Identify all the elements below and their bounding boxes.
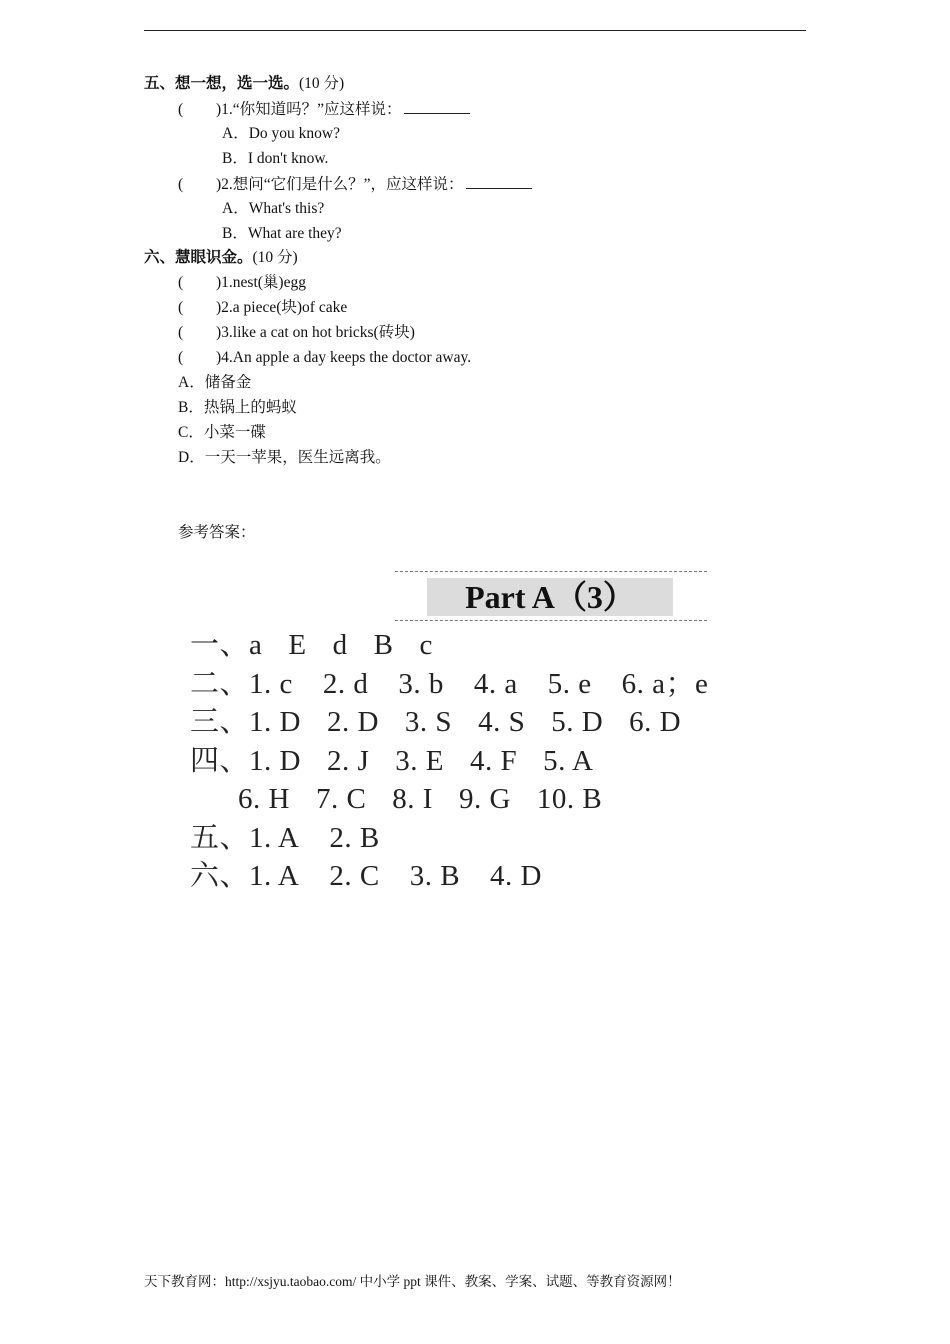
- answer-paren: (: [178, 324, 184, 341]
- answer-key-row-lead: 三、: [190, 706, 250, 738]
- answer-blank: [466, 174, 532, 189]
- answer-key-item: 5. A: [543, 745, 594, 777]
- item-text: )1.nest(巢)egg: [216, 274, 306, 291]
- item-6-4: [178, 348, 471, 368]
- answer-key-row-lead: 六、: [190, 860, 250, 892]
- answer-key-item: 3. b: [398, 668, 444, 700]
- answer-key-row: [190, 744, 593, 778]
- answer-key-row: [190, 859, 542, 893]
- answer-paren: (: [178, 299, 184, 316]
- answer-key-row: [190, 821, 380, 855]
- answer-key-item: 7. C: [315, 783, 367, 815]
- answer-key-item: 8. I: [392, 783, 433, 815]
- reference-answers-label: 参考答案：: [178, 524, 256, 541]
- question-text: )1.“你知道吗？”应这样说：: [216, 101, 402, 118]
- header-rule: [144, 30, 806, 31]
- answer-blank: [404, 99, 470, 114]
- answer-key-item: 6. a；e: [621, 668, 709, 700]
- answer-key-item: 1. D: [249, 745, 301, 777]
- answer-key-item: 4. D: [490, 860, 542, 892]
- question-text: )2.想问“它们是什么？”，应这样说：: [216, 176, 464, 193]
- answer-key-item: 3. E: [395, 745, 444, 777]
- section-5-heading: [144, 74, 344, 94]
- answer-paren: (: [178, 274, 184, 291]
- answer-key-item: 1. c: [249, 668, 293, 700]
- section-6-heading: [144, 248, 298, 268]
- answer-key-item: d: [332, 629, 348, 661]
- answer-key-item: 4. S: [478, 706, 526, 738]
- answer-paren: (: [178, 176, 184, 193]
- answer-key-title: Part A（3）: [427, 578, 673, 616]
- answer-key-item: 10. B: [536, 783, 603, 815]
- item-text: )3.like a cat on hot bricks(砖块): [216, 324, 415, 341]
- answer-key-item: 5. e: [547, 668, 592, 700]
- item-text: )2.a piece(块)of cake: [216, 299, 348, 316]
- option-5-1-b: B．I don't know.: [222, 150, 329, 167]
- page-footer: 天下教育网：http://xsjyu.taobao.com/ 中小学 ppt 课件、教案、学案、试题、等教育资源网！: [144, 1274, 681, 1289]
- answer-key-item: 2. d: [322, 668, 369, 700]
- answer-key-item: 2. C: [329, 860, 380, 892]
- match-option-d: D．一天一苹果，医生远离我。: [178, 449, 391, 466]
- answer-key-item: 3. B: [409, 860, 461, 892]
- answer-key-item: 6. D: [629, 706, 682, 738]
- answer-key-item: 4. F: [469, 745, 518, 777]
- answer-paren: (: [178, 101, 184, 118]
- answer-key-item: B: [373, 629, 394, 661]
- answer-key-row-lead: 四、: [190, 745, 250, 777]
- section-6-title: 六、慧眼识金。: [144, 249, 253, 266]
- match-option-c: C．小菜一碟: [178, 424, 266, 441]
- answer-key-item: E: [288, 629, 307, 661]
- match-option-b: B．热锅上的蚂蚁: [178, 399, 297, 416]
- option-5-2-a: A．What's this?: [222, 200, 325, 217]
- answer-key-row-lead: 一、: [190, 629, 250, 661]
- option-5-1-a: A．Do you know?: [222, 125, 340, 142]
- question-5-2: [178, 174, 532, 195]
- answer-key-item: 3. S: [404, 706, 453, 738]
- answer-key-row: [190, 628, 433, 662]
- section-5-points: (10 分): [299, 75, 345, 92]
- answer-key-row-lead: 五、: [190, 822, 250, 854]
- item-6-3: [178, 323, 415, 343]
- section-6-points: (10 分): [252, 249, 298, 266]
- answer-paren: (: [178, 349, 184, 366]
- answer-key-row: [190, 705, 681, 739]
- section-5-title: 五、想一想，选一选。: [144, 75, 300, 92]
- answer-key-item: c: [419, 629, 433, 661]
- answer-key-item: 6. H: [238, 783, 290, 815]
- answer-key-row: [190, 782, 602, 816]
- answer-key-item: 2. D: [326, 706, 379, 738]
- answer-key-item: 5. D: [551, 706, 604, 738]
- answer-key-item: 2. B: [329, 822, 380, 854]
- answer-key-item: 1. A: [249, 822, 300, 854]
- item-text: )4.An apple a day keeps the doctor away.: [216, 349, 472, 366]
- answer-key-item: 9. G: [458, 783, 511, 815]
- answer-key-item: 2. J: [326, 745, 370, 777]
- answer-key-item: a: [249, 629, 263, 661]
- item-6-1: [178, 273, 306, 293]
- item-6-2: [178, 298, 347, 318]
- match-option-a: A．储备金: [178, 374, 252, 391]
- answer-key-row-lead: 二、: [190, 668, 250, 700]
- answer-key-item: 1. A: [249, 860, 300, 892]
- question-5-1: [178, 99, 470, 120]
- option-5-2-b: B．What are they?: [222, 225, 342, 242]
- answer-key-item: 4. a: [473, 668, 518, 700]
- answer-key-row: [190, 667, 708, 701]
- answer-key-item: 1. D: [249, 706, 301, 738]
- answer-key-header: [395, 571, 707, 621]
